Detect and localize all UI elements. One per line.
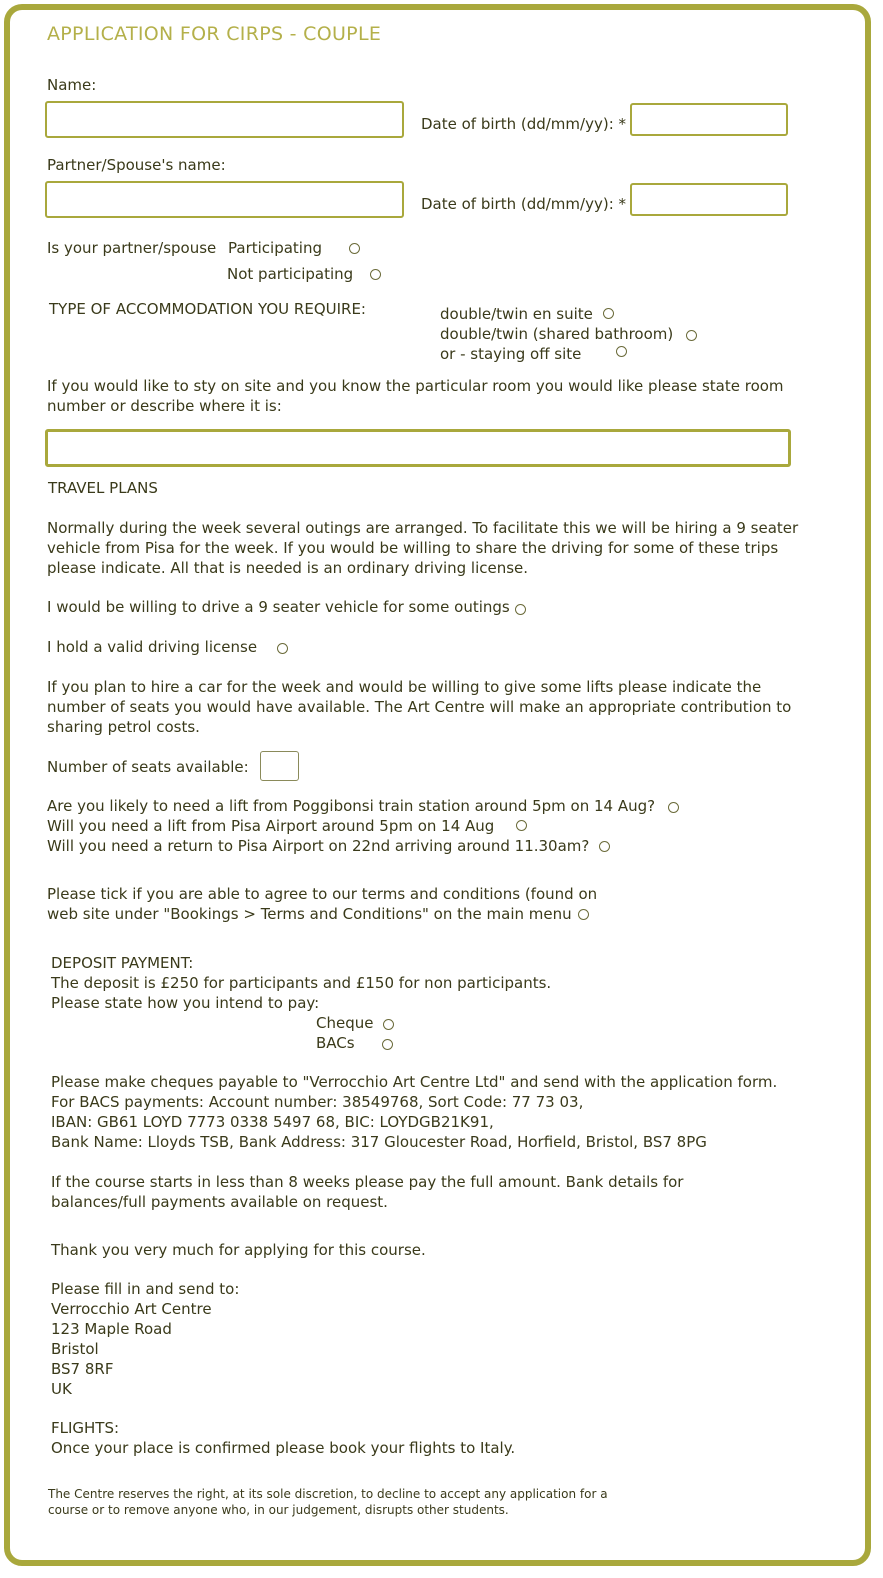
cheque-radio[interactable]: [383, 1019, 394, 1030]
accommodation-option-offsite: or - staying off site: [440, 345, 582, 363]
accommodation-label: TYPE OF ACCOMMODATION YOU REQUIRE:: [49, 300, 366, 318]
dob-label: Date of birth (dd/mm/yy): *: [421, 115, 627, 133]
seats-label: Number of seats available:: [47, 758, 249, 776]
lift-question-pisa: Will you need a lift from Pisa Airport around 5pm on 14 Aug: [47, 817, 495, 835]
license-question: I hold a valid driving license: [47, 638, 258, 656]
full-amount-2: balances/full payments available on request.: [51, 1193, 388, 1211]
address-line-6: UK: [51, 1380, 72, 1398]
ensuite-radio[interactable]: [603, 308, 614, 319]
travel-text-2: vehicle from Pisa for the week. If you would be willing to share the driving for some of these trips: [47, 539, 779, 557]
form-title: APPLICATION FOR CIRPS - COUPLE: [47, 23, 382, 45]
shared-bathroom-radio[interactable]: [686, 330, 697, 341]
drive-question: I would be willing to drive a 9 seater vehicle for some outings: [47, 598, 510, 616]
address-line-1: Please fill in and send to:: [51, 1280, 240, 1298]
address-line-3: 123 Maple Road: [51, 1320, 172, 1338]
not-participating-radio[interactable]: [370, 269, 381, 280]
bank-line-3: IBAN: GB61 LOYD 7773 0338 5497 68, BIC: LOYDGB21K91,: [51, 1113, 494, 1131]
room-text-2: number or describe where it is:: [47, 397, 282, 415]
deposit-amount: The deposit is £250 for participants and £150 for non participants.: [51, 974, 552, 992]
terms-radio[interactable]: [578, 909, 589, 920]
return-pisa-radio[interactable]: [599, 841, 610, 852]
partner-question: Is your partner/spouse: [47, 239, 217, 257]
bank-line-2: For BACS payments: Account number: 38549768, Sort Code: 77 73 03,: [51, 1093, 584, 1111]
drive-radio[interactable]: [515, 604, 526, 615]
travel-heading: TRAVEL PLANS: [48, 479, 158, 497]
address-line-5: BS7 8RF: [51, 1360, 114, 1378]
bank-line-4: Bank Name: Lloyds TSB, Bank Address: 317 Gloucester Road, Horfield, Bristol, BS7 8PG: [51, 1133, 707, 1151]
disclaimer-1: The Centre reserves the right, at its sole discretion, to decline to accept any application for a: [48, 1487, 608, 1501]
cheque-label: Cheque: [316, 1014, 374, 1032]
flights-text: Once your place is confirmed please book your flights to Italy.: [51, 1439, 516, 1457]
travel-text-1: Normally during the week several outings are arranged. To facilitate this we will be hiring a 9 seater: [47, 519, 799, 537]
deposit-heading: DEPOSIT PAYMENT:: [51, 954, 194, 972]
bank-line-1: Please make cheques payable to "Verrocchio Art Centre Ltd" and send with the application form.: [51, 1073, 778, 1091]
accommodation-option-ensuite: double/twin en suite: [440, 305, 593, 323]
car-text-1: If you plan to hire a car for the week and would be willing to give some lifts please indicate the: [47, 678, 762, 696]
participating-label: Participating: [228, 239, 322, 257]
lift-question-poggibonsi: Are you likely to need a lift from Poggibonsi train station around 5pm on 14 Aug?: [47, 797, 656, 815]
disclaimer-2: course or to remove anyone who, in our judgement, disrupts other students.: [48, 1503, 509, 1517]
name-label: Name:: [47, 76, 97, 94]
thank-you: Thank you very much for applying for this course.: [51, 1241, 426, 1259]
license-radio[interactable]: [277, 643, 288, 654]
terms-text-2: web site under "Bookings > Terms and Conditions" on the main menu: [47, 905, 572, 923]
not-participating-label: Not participating: [227, 265, 354, 283]
participating-radio[interactable]: [349, 243, 360, 254]
room-input[interactable]: [45, 429, 791, 467]
car-text-2: number of seats you would have available. The Art Centre will make an appropriate contribution to: [47, 698, 792, 716]
partner-label: Partner/Spouse's name:: [47, 156, 226, 174]
flights-heading: FLIGHTS:: [51, 1419, 120, 1437]
lift-pisa-radio[interactable]: [516, 820, 527, 831]
accommodation-option-shared: double/twin (shared bathroom): [440, 325, 674, 343]
full-amount-1: If the course starts in less than 8 weeks please pay the full amount. Bank details for: [51, 1173, 684, 1191]
dob-input[interactable]: [630, 103, 788, 136]
name-input[interactable]: [45, 101, 404, 138]
partner-dob-input[interactable]: [630, 183, 788, 216]
address-line-4: Bristol: [51, 1340, 99, 1358]
deposit-method: Please state how you intend to pay:: [51, 994, 320, 1012]
partner-name-input[interactable]: [45, 181, 404, 218]
bacs-label: BACs: [316, 1034, 355, 1052]
address-line-2: Verrocchio Art Centre: [51, 1300, 212, 1318]
offsite-radio[interactable]: [616, 346, 627, 357]
travel-text-3: please indicate. All that is needed is an ordinary driving license.: [47, 559, 529, 577]
bacs-radio[interactable]: [382, 1039, 393, 1050]
lift-poggibonsi-radio[interactable]: [668, 802, 679, 813]
lift-question-return: Will you need a return to Pisa Airport on 22nd arriving around 11.30am?: [47, 837, 590, 855]
room-text-1: If you would like to sty on site and you know the particular room you would like please state room: [47, 377, 784, 395]
car-text-3: sharing petrol costs.: [47, 718, 200, 736]
partner-dob-label: Date of birth (dd/mm/yy): *: [421, 195, 627, 213]
terms-text-1: Please tick if you are able to agree to our terms and conditions (found on: [47, 885, 598, 903]
seats-input[interactable]: [260, 751, 299, 781]
